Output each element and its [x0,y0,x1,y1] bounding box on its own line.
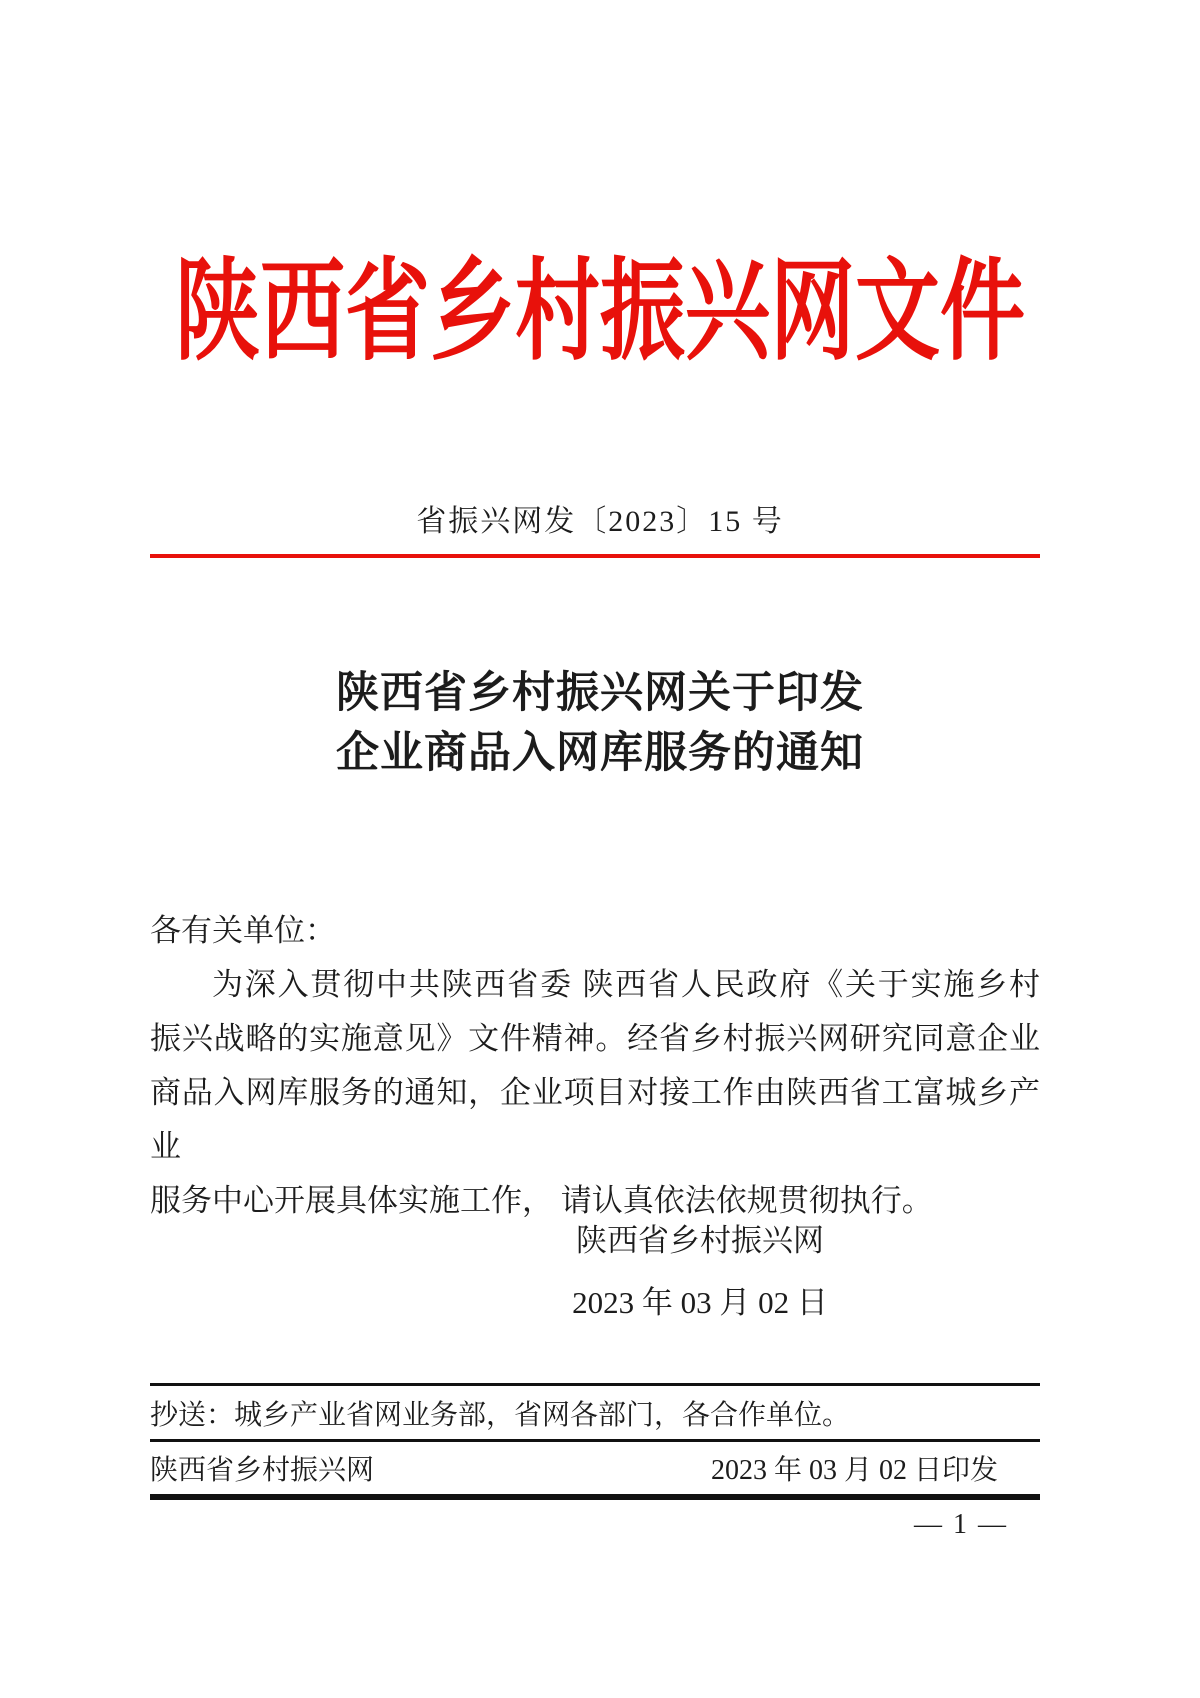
footer-organization: 陕西省乡村振兴网 [150,1455,375,1486]
body-line: 振兴战略的实施意见》文件精神。经省乡村振兴网研究同意企业 [150,1021,1040,1056]
page-number: — 1 — [914,1509,1008,1540]
carbon-copy-line: 抄送：城乡产业省网业务部，省网各部门，各合作单位。 [150,1400,851,1431]
document-reference-number: 省振兴网发〔2023〕15 号 [416,505,784,538]
footer-row [150,1452,1040,1490]
signature-date: 2023 年 03 月 02 日 [572,1285,828,1320]
footer-divider-bottom [150,1494,1040,1500]
document-title-line2: 企业商品入网库服务的通知 [336,730,864,777]
salutation: 各有关单位： [150,913,336,948]
document-title-line1: 陕西省乡村振兴网关于印发 [336,670,864,717]
footer-divider-top [150,1383,1040,1386]
signature-block [450,1210,950,1334]
document-body [150,904,1040,1228]
red-divider-line [150,554,1040,558]
document-masthead-title: 陕西省乡村振兴网文件 [174,251,1025,374]
body-line: 服务中心开展具体实施工作， 请认真依法依规贯彻执行。 [150,1183,933,1218]
signature-organization: 陕西省乡村振兴网 [576,1223,824,1258]
body-line: 为深入贯彻中共陕西省委 陕西省人民政府《关于实施乡村 [212,967,1040,1002]
body-line: 商品入网库服务的通知，企业项目对接工作由陕西省工富城乡产业 [150,1075,1040,1164]
document-title [0,664,1200,784]
footer-divider-middle [150,1439,1040,1442]
footer-print-date: 2023 年 03 月 02 日印发 [710,1455,998,1486]
